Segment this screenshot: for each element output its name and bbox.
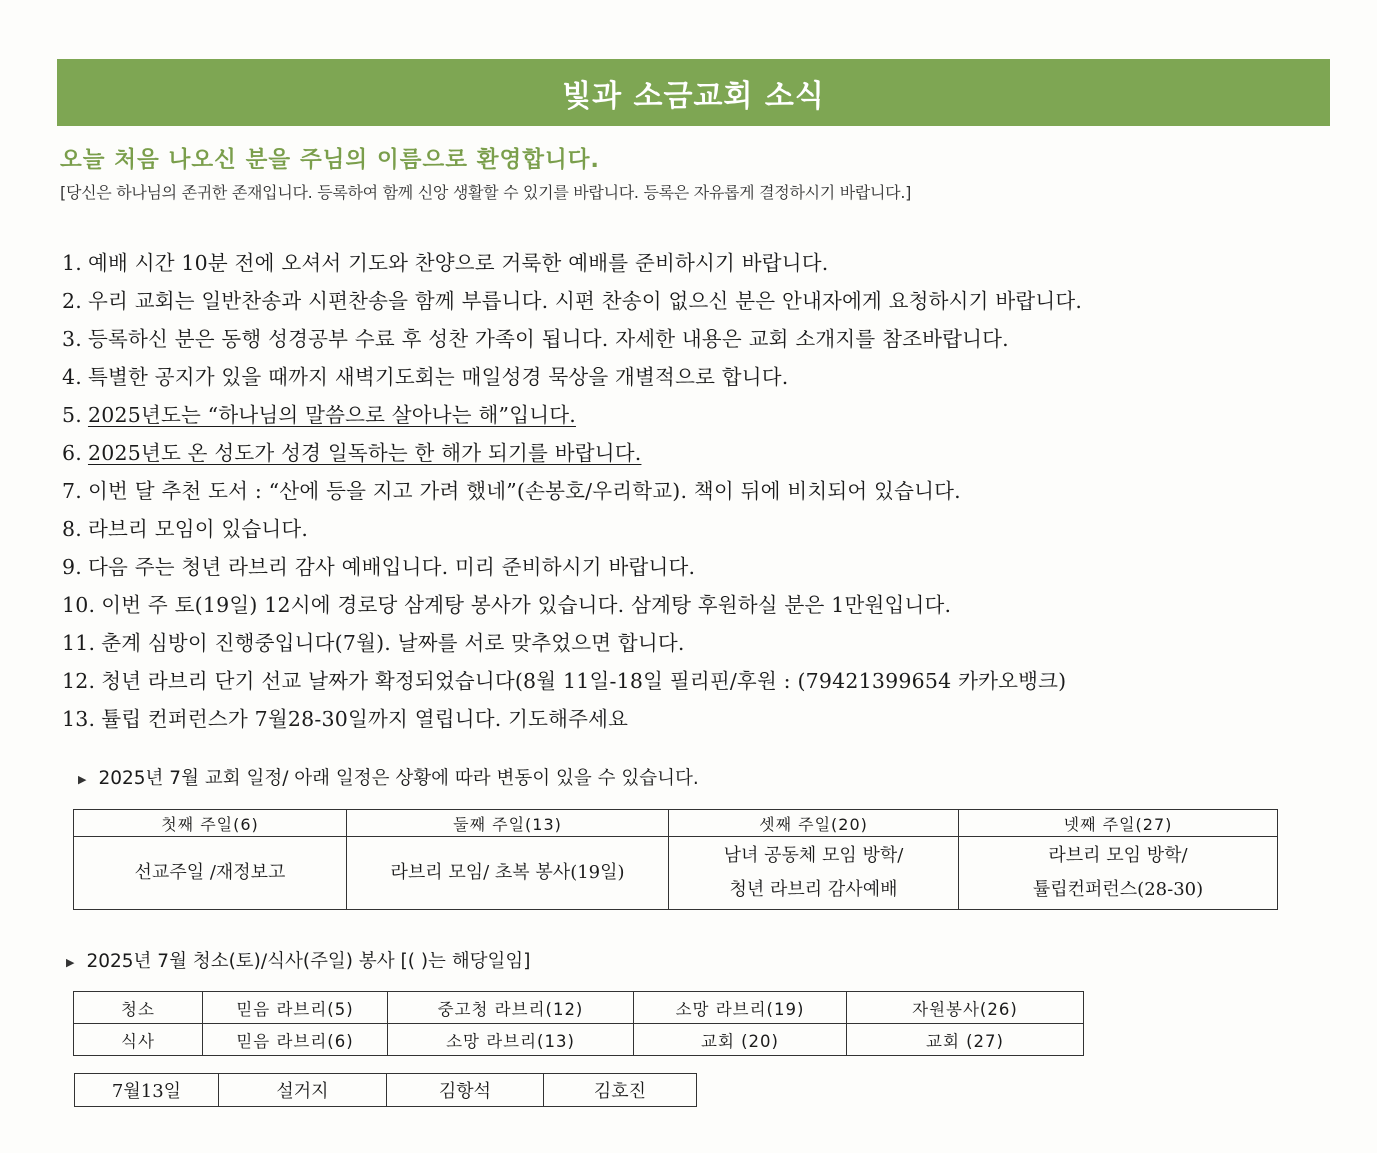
notice-text: 춘계 심방이 진행중입니다(7월). 날짜를 서로 맞추었으면 합니다.: [101, 631, 685, 655]
cell-line: 선교주일 /재정보고: [134, 862, 286, 883]
triangle-bullet-icon: ▶: [78, 772, 87, 786]
notice-number: 11.: [62, 631, 96, 655]
service-table: [73, 991, 1084, 1056]
table-cell: 자원봉사(26): [847, 992, 1084, 1024]
notice-item: [62, 624, 1342, 662]
notice-item: [62, 662, 1342, 700]
table-cell: [669, 837, 959, 910]
notice-number: 8.: [62, 517, 82, 541]
table-cell: 중고청 라브리(12): [388, 992, 634, 1024]
page-title: 빛과 소금교회 소식: [562, 78, 825, 114]
notice-number: 1.: [62, 251, 82, 275]
notice-item: [62, 510, 1342, 548]
notice-text: 2025년도는 “하나님의 말씀으로 살아나는 해”입니다.: [87, 403, 576, 427]
triangle-bullet-icon: ▶: [66, 955, 75, 969]
notice-text: 튤립 컨퍼런스가 7월28-30일까지 열립니다. 기도해주세요: [101, 707, 629, 731]
dish-task: 설거지: [219, 1074, 387, 1107]
notice-item: [62, 244, 1342, 282]
table-cell: 소망 라브리(13): [388, 1024, 634, 1056]
table-cell: 교회 (27): [847, 1024, 1084, 1056]
table-row: [74, 1024, 1084, 1056]
notice-text: 이번 주 토(19일) 12시에 경로당 삼계탕 봉사가 있습니다. 삼계탕 후원하실 분은 1만원입니다.: [101, 593, 952, 617]
notice-number: 2.: [62, 289, 82, 313]
table-cell: [959, 837, 1278, 910]
notice-item: [62, 282, 1342, 320]
notice-text: 2025년도 온 성도가 성경 일독하는 한 해가 되기를 바랍니다.: [87, 441, 642, 465]
notice-item: [62, 320, 1342, 358]
table-cell: 소망 라브리(19): [634, 992, 847, 1024]
notice-number: 5.: [62, 403, 82, 427]
cell-line: 남녀 공동체 모임 방학/: [723, 845, 904, 866]
table-header-row: [74, 810, 1278, 837]
dishwashing-table: [74, 1073, 697, 1107]
dish-person: 김항석: [387, 1074, 544, 1107]
table-cell: [74, 837, 347, 910]
service-heading: [66, 947, 531, 973]
notice-text: 등록하신 분은 동행 성경공부 수료 후 성찬 가족이 됩니다. 자세한 내용은 교회 소개지를 참조바랍니다.: [87, 327, 1009, 351]
notice-item: [62, 586, 1342, 624]
schedule-heading: [78, 764, 699, 790]
notice-number: 12.: [62, 669, 96, 693]
notice-item: [62, 396, 1342, 434]
notice-text: 청년 라브리 단기 선교 날짜가 확정되었습니다(8월 11일-18일 필리핀/후원 : (79421399654 카카오뱅크): [101, 669, 1067, 693]
table-cell: 교회 (20): [634, 1024, 847, 1056]
notice-item: [62, 700, 1342, 738]
cell-line: 튤립컨퍼런스(28-30): [1032, 879, 1204, 900]
notice-text: 라브리 모임이 있습니다.: [87, 517, 309, 541]
welcome-title: 오늘 처음 나오신 분을 주님의 이름으로 환영합니다.: [60, 147, 600, 173]
notice-item: [62, 472, 1342, 510]
service-heading-text: 2025년 7월 청소(토)/식사(주일) 봉사 [( )는 해당일임]: [86, 951, 531, 972]
notice-text: 예배 시간 10분 전에 오셔서 기도와 찬양으로 거룩한 예배를 준비하시기 바랍니다.: [87, 251, 829, 275]
header-bar: [57, 59, 1330, 126]
column-header: 첫째 주일(6): [74, 810, 347, 837]
column-header: 넷째 주일(27): [959, 810, 1278, 837]
notice-text: 우리 교회는 일반찬송과 시편찬송을 함께 부릅니다. 시편 찬송이 없으신 분은 안내자에게 요청하시기 바랍니다.: [87, 289, 1083, 313]
notice-text: 다음 주는 청년 라브리 감사 예배입니다. 미리 준비하시기 바랍니다.: [87, 555, 696, 579]
cell-line: 라브리 모임 방학/: [1048, 845, 1188, 866]
notice-number: 4.: [62, 365, 82, 389]
notice-number: 7.: [62, 479, 82, 503]
notice-text: 이번 달 추천 도서 : “산에 등을 지고 가려 했네”(손봉호/우리학교). 책이 뒤에 비치되어 있습니다.: [87, 479, 961, 503]
notice-number: 10.: [62, 593, 96, 617]
notice-number: 6.: [62, 441, 82, 465]
notice-item: [62, 434, 1342, 472]
notice-item: [62, 358, 1342, 396]
table-row: [75, 1074, 697, 1107]
dish-date: 7월13일: [75, 1074, 219, 1107]
dish-person: 김호진: [544, 1074, 697, 1107]
row-label: 식사: [74, 1024, 203, 1056]
notice-number: 9.: [62, 555, 82, 579]
table-row: [74, 837, 1278, 910]
notice-text: 특별한 공지가 있을 때까지 새벽기도회는 매일성경 묵상을 개별적으로 합니다.: [87, 365, 789, 389]
welcome-subtitle: [당신은 하나님의 존귀한 존재입니다. 등록하여 함께 신앙 생활할 수 있기를 바랍니다. 등록은 자유롭게 결정하시기 바랍니다.]: [60, 183, 912, 202]
table-cell: [347, 837, 669, 910]
schedule-table: [73, 809, 1278, 910]
table-cell: 믿음 라브리(6): [203, 1024, 388, 1056]
cell-line: 라브리 모임/ 초복 봉사(19일): [390, 862, 625, 883]
column-header: 둘째 주일(13): [347, 810, 669, 837]
notice-number: 3.: [62, 327, 82, 351]
table-cell: 믿음 라브리(5): [203, 992, 388, 1024]
cell-line: 청년 라브리 감사예배: [729, 879, 898, 900]
row-label: 청소: [74, 992, 203, 1024]
table-row: [74, 992, 1084, 1024]
notice-number: 13.: [62, 707, 96, 731]
notice-item: [62, 548, 1342, 586]
column-header: 셋째 주일(20): [669, 810, 959, 837]
schedule-heading-text: 2025년 7월 교회 일정/ 아래 일정은 상황에 따라 변동이 있을 수 있습니다.: [98, 768, 699, 789]
notice-list: [62, 244, 1342, 738]
